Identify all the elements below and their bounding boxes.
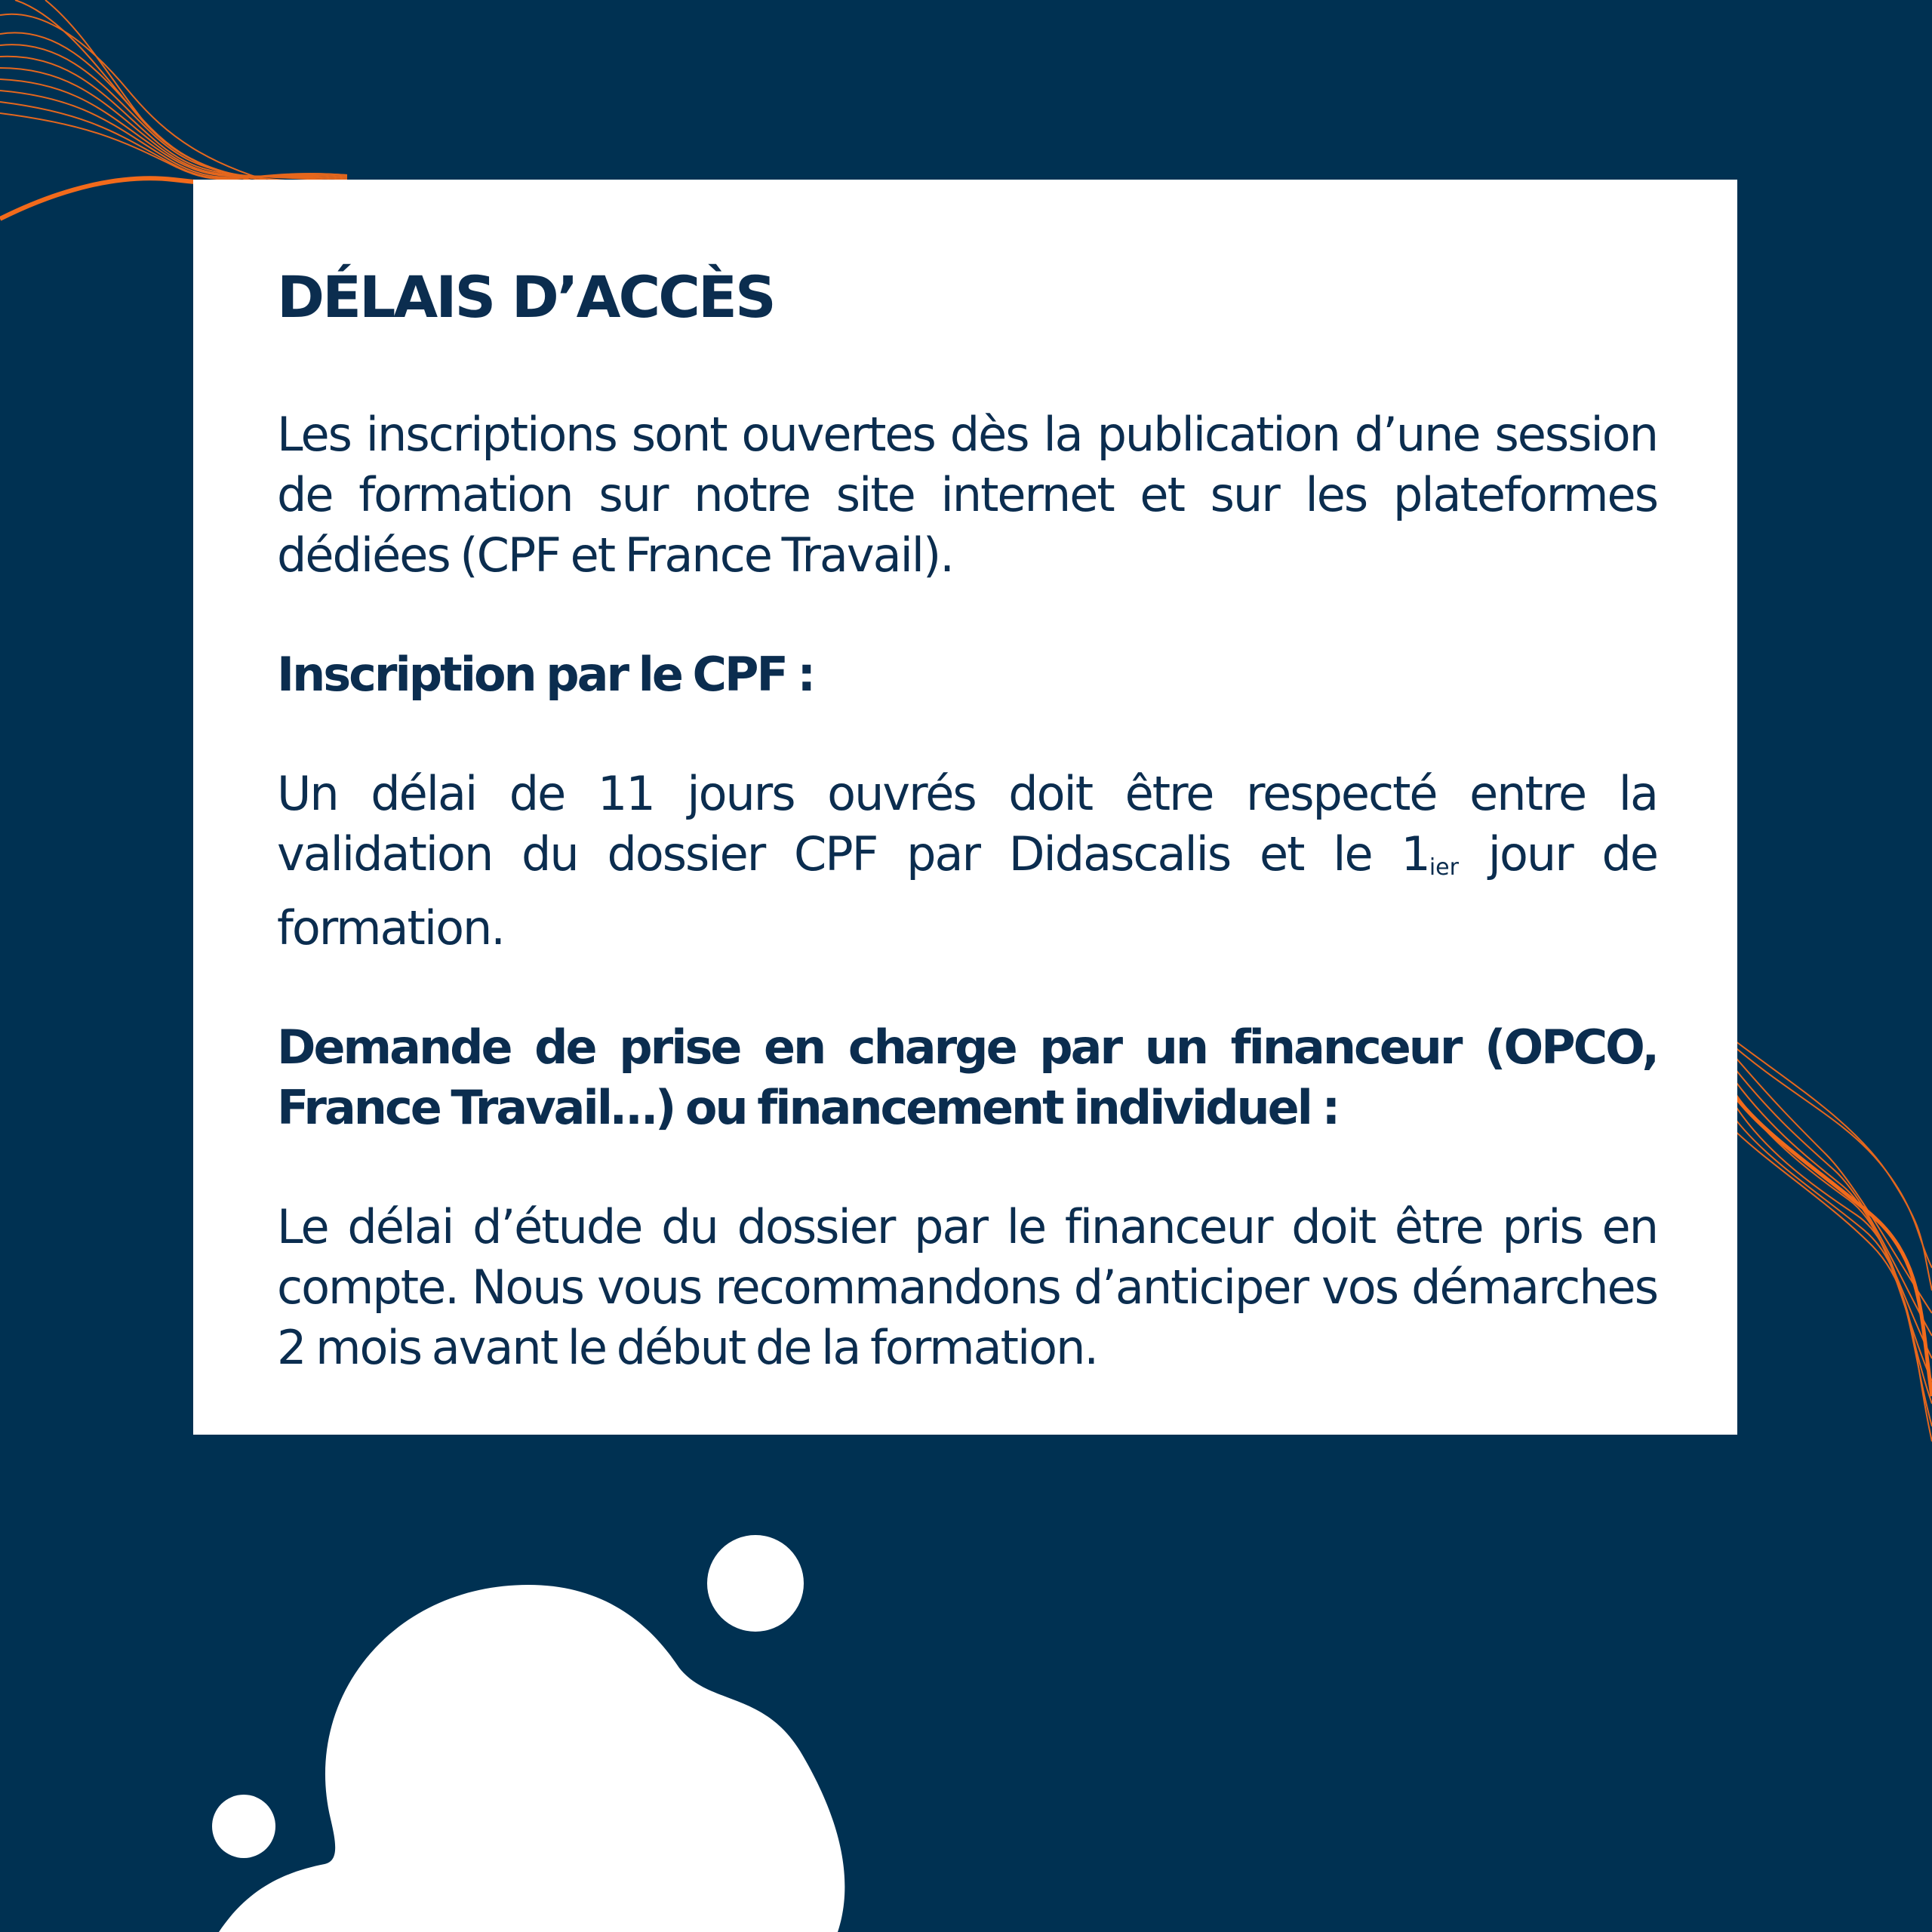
white-blob [219,1585,844,1932]
cpf-text-after: jour de formation. [277,826,1657,955]
orange-wave-lines-right [1728,1041,1932,1449]
funding-heading: Demande de prise en charge par un financeur (OPCO, France Travail…) ou financement individuel : [277,1019,1657,1135]
cpf-text-superscript: ier [1429,854,1459,881]
content-area [277,263,1657,1378]
cpf-text-before: Un délai de 11 jours ouvrés doit être respecté entre la validation du dossier CPF par Didascalis et le 1 [277,765,1657,881]
intro-paragraph: Les inscriptions sont ouvertes dès la publication d’une session de formation sur notre site internet et sur les plateformes dédiées (CPF et France Travail). [277,406,1657,583]
white-dot-small [212,1795,275,1858]
white-dot-large [707,1535,804,1632]
cpf-paragraph [277,764,1657,958]
white-blob-shape [0,1509,906,1932]
page-title: DÉLAIS D’ACCÈS [277,263,774,331]
cpf-heading: Inscription par le CPF : [277,646,814,702]
funding-paragraph: Le délai d’étude du dossier par le financeur doit être pris en compte. Nous vous recommandons d’anticiper vos démarches 2 mois avant le début de la formation. [277,1198,1657,1375]
content-card [193,180,1737,1435]
